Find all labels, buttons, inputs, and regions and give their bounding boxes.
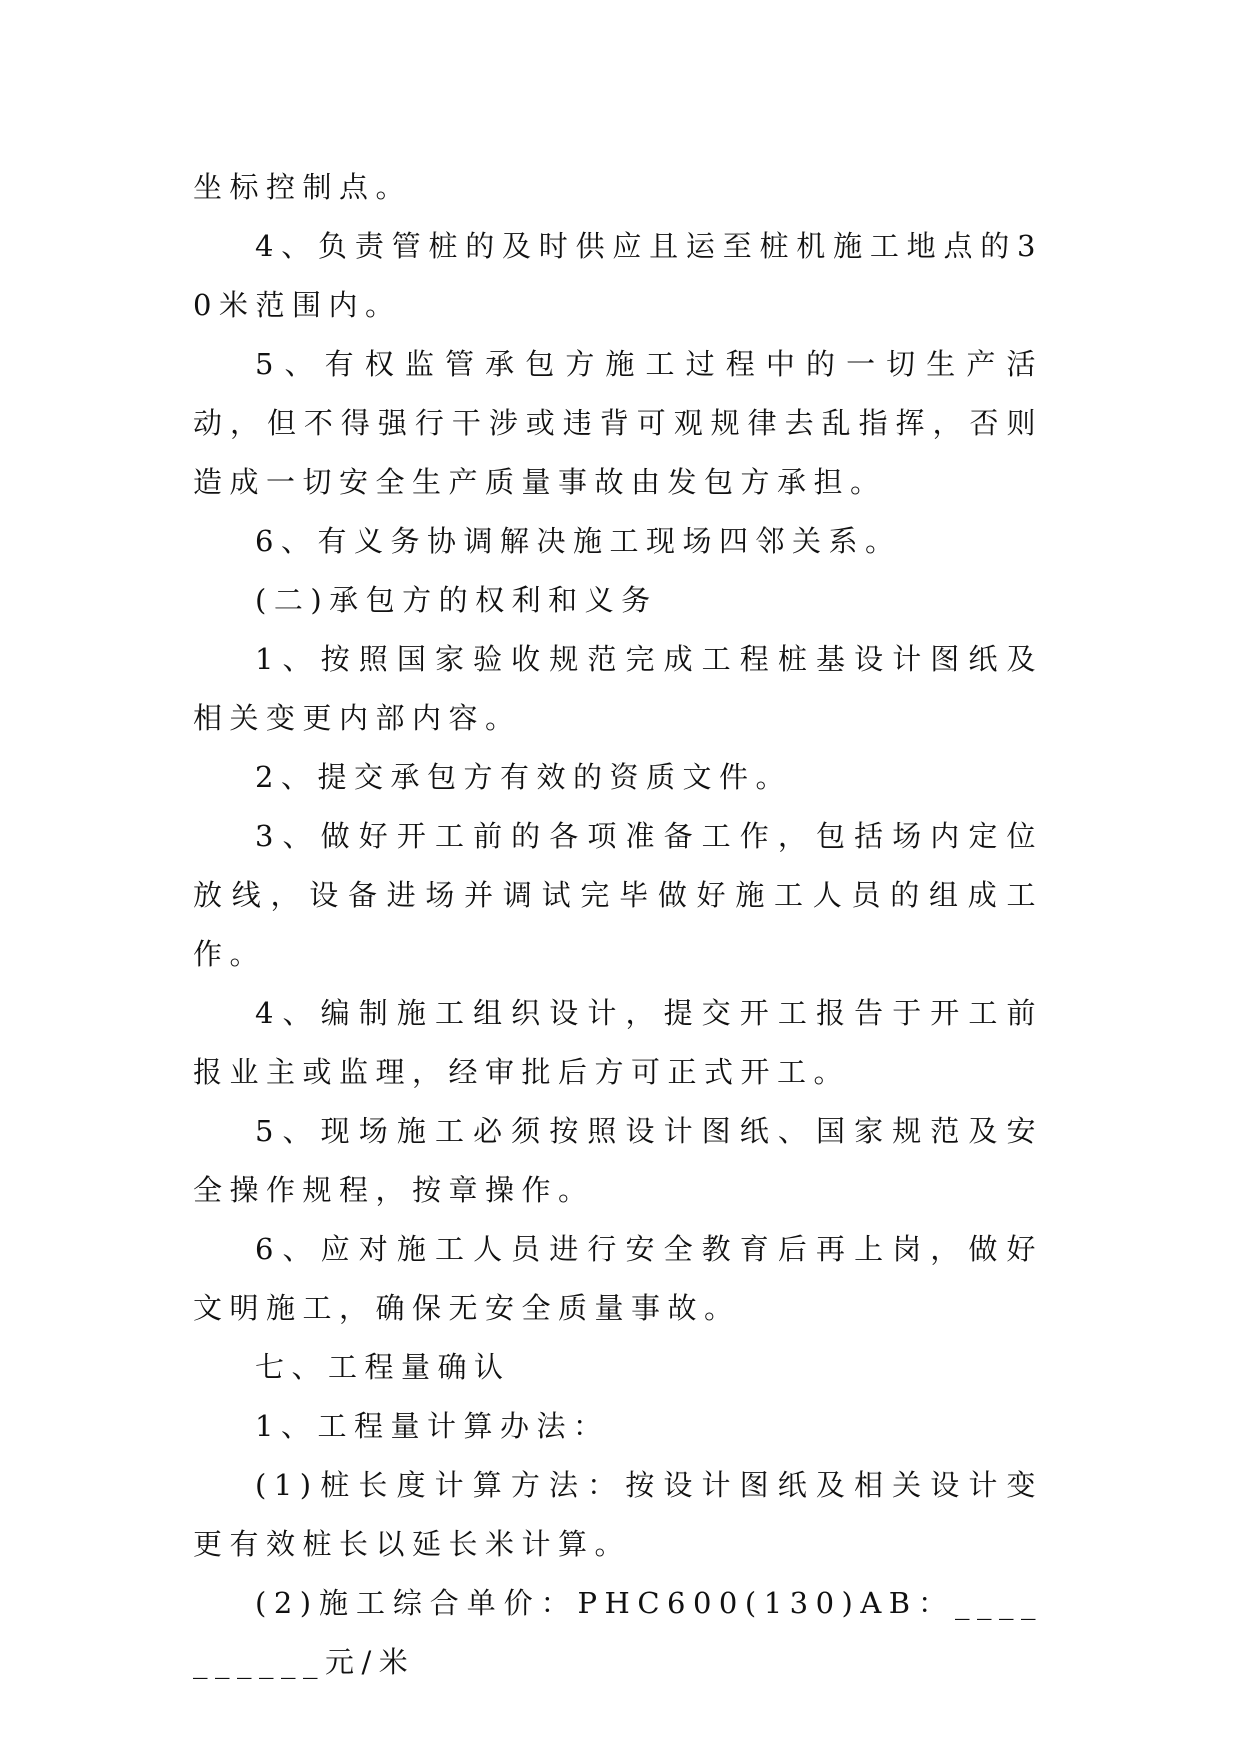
paragraph-contractor-item-3: 3、做好开工前的各项准备工作，包括场内定位放线，设备进场并调试完毕做好施工人员的组成工作。 [193,819,1043,971]
paragraph-quantity-method: 1、工程量计算办法： [255,1409,610,1443]
paragraph-item-6-coordination: 6、有义务协调解决施工现场四邻关系。 [255,524,902,558]
paragraph-contractor-item-1: 1、按照国家验收规范完成工程桩基设计图纸及相关变更内部内容。 [193,642,1043,735]
paragraph-contractor-item-4: 4、编制施工组织设计，提交开工报告于开工前报业主或监理，经审批后方可正式开工。 [193,996,1043,1089]
paragraph-contractor-item-2: 2、提交承包方有效的资质文件。 [255,760,792,794]
paragraph-pile-length-calc: (1)桩长度计算方法：按设计图纸及相关设计变更有效桩长以延长米计算。 [193,1468,1043,1561]
section-heading-contractor-rights: (二)承包方的权利和义务 [255,583,658,617]
paragraph-continuation: 坐标控制点。 [193,170,413,204]
document-body [193,158,1043,1692]
paragraph-item-4-supply: 4、负责管桩的及时供应且运至桩机施工地点的30米范围内。 [193,229,1043,322]
paragraph-contractor-item-5: 5、现场施工必须按照设计图纸、国家规范及安全操作规程，按章操作。 [193,1114,1043,1207]
paragraph-unit-price: (2)施工综合单价：PHC600(130)AB：__________元/米 [193,1586,1043,1679]
paragraph-contractor-item-6: 6、应对施工人员进行安全教育后再上岗，做好文明施工，确保无安全质量事故。 [193,1232,1043,1325]
section-heading-quantity-confirmation: 七、工程量确认 [255,1350,511,1384]
paragraph-item-5-supervision: 5、有权监管承包方施工过程中的一切生产活动，但不得强行干涉或违背可观规律去乱指挥，否则造成一切安全生产质量事故由发包方承担。 [193,347,1043,499]
